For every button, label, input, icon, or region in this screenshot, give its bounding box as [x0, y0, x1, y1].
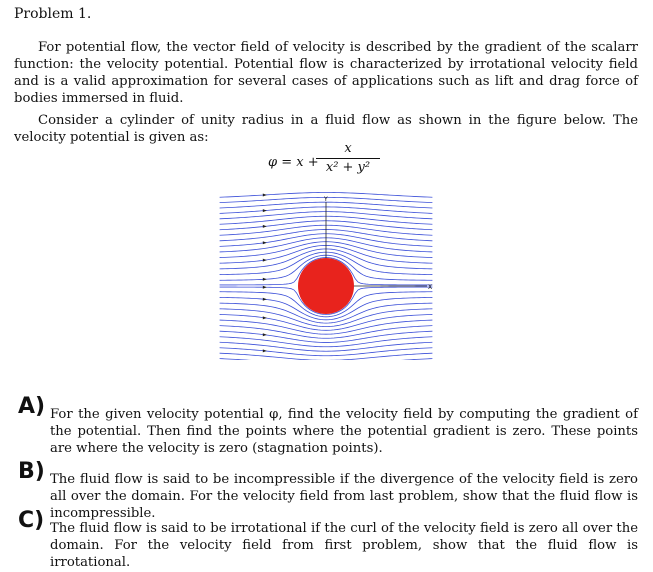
streamline [220, 359, 433, 360]
streamline [220, 353, 433, 360]
question-a-letter: A) [18, 394, 46, 419]
question-b-text: The fluid flow is said to be incompressible if the divergence of the velocity field is zero all over the domain. For the velocity field from last problem, show that the fluid flow is incompressible. [50, 472, 638, 521]
equation-fraction [316, 141, 380, 175]
flow-arrow [263, 298, 267, 301]
question-b [18, 459, 638, 522]
streamline [220, 331, 433, 342]
flow-arrow [263, 225, 267, 228]
question-a-text: For the given velocity potential φ, find the velocity field by computing the gradient of the potential. Then find the points where the potential gradient is zero. These points are where the velocity is zero (stagnation points). [50, 407, 638, 456]
question-c-letter: C) [18, 508, 45, 533]
equation-denominator: x² + y² [325, 160, 371, 175]
flow-arrow [263, 209, 267, 212]
question-a [18, 394, 638, 457]
flow-arrow [263, 349, 267, 352]
flow-arrow [263, 259, 267, 262]
flow-arrow [263, 316, 267, 319]
x-axis-label: X [428, 284, 433, 291]
flow-arrow [263, 193, 267, 196]
y-axis-label: Y [324, 196, 328, 203]
question-c [18, 508, 638, 571]
streamline [220, 326, 433, 339]
cylinder-paragraph: Consider a cylinder of unity radius in a fluid flow as shown in the figure below. The velocity potential is given as: [14, 113, 638, 145]
equation-lhs: φ = x + [268, 155, 319, 170]
flow-arrow [263, 241, 267, 244]
equation-numerator: x [344, 141, 352, 156]
intro-paragraph: For potential flow, the vector field of velocity is described by the gradient of the scalarr function: the velocity potential. Potential flow is characterized by irrotational velocity field and is a valid approximation for several cases of applications such as lift and drag force of bodies immersed in fluid. [14, 40, 638, 106]
flow-arrow [263, 278, 267, 281]
problem-title: Problem 1. [14, 6, 92, 22]
flow-arrow [263, 286, 267, 289]
fraction-bar [316, 158, 380, 159]
flow-arrow [263, 333, 267, 336]
cylinder [298, 258, 354, 314]
streamline [220, 348, 433, 356]
cylinder-flow-figure [212, 190, 442, 360]
streamline [220, 320, 433, 334]
question-c-text: The fluid flow is said to be irrotational if the curl of the velocity field is zero all over the domain. For the velocity field from first problem, show that the fluid flow is irrotational. [50, 521, 638, 570]
question-b-letter: B) [18, 459, 45, 484]
